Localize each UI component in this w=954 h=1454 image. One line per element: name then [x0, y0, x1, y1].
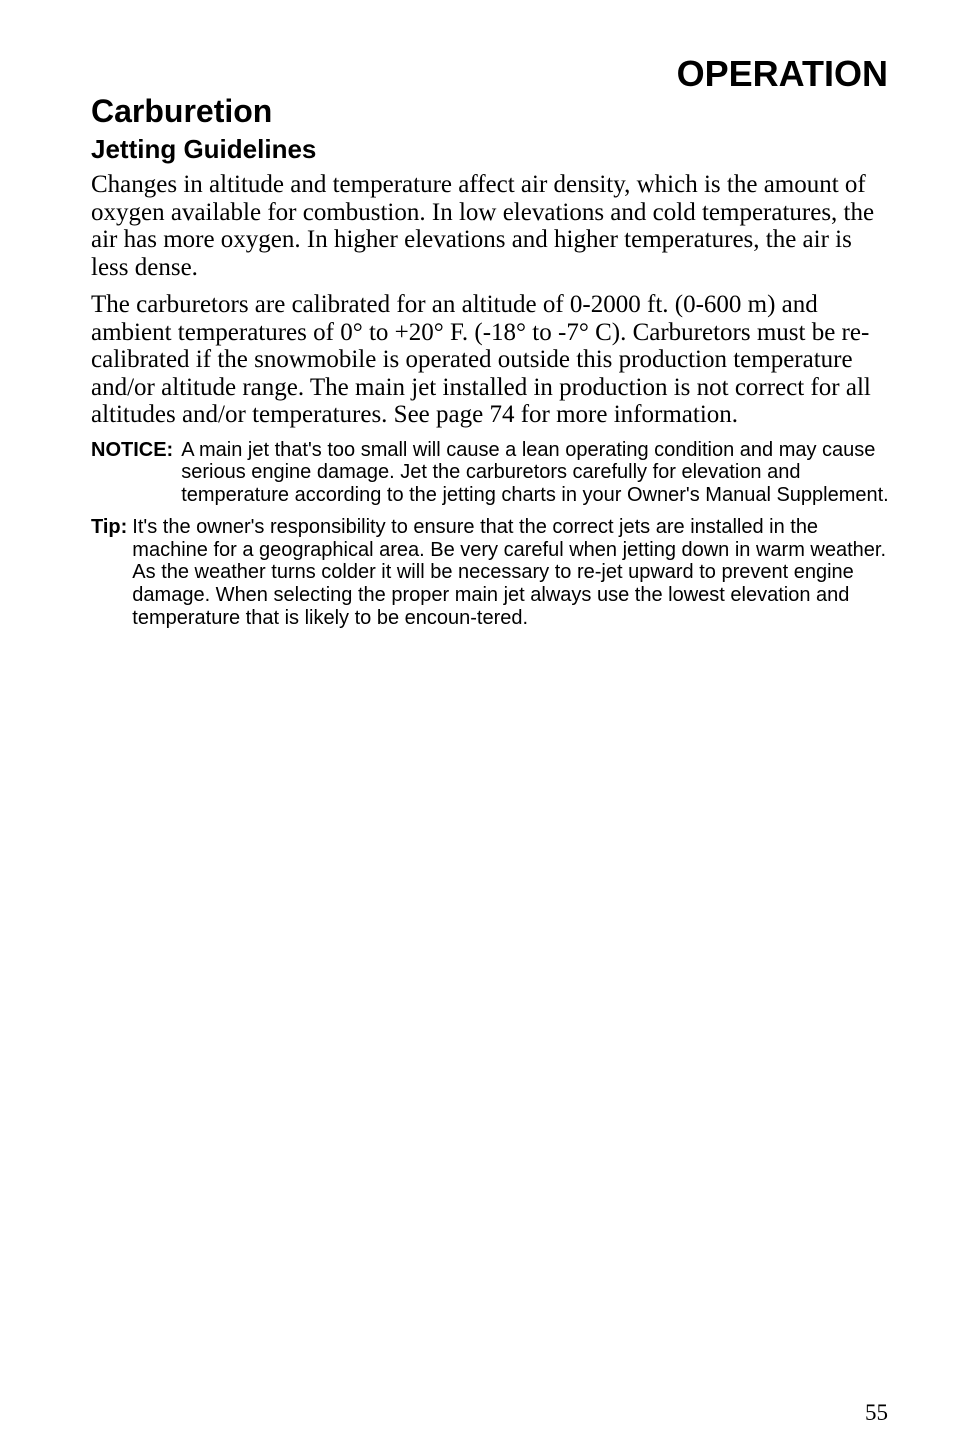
notice-text: A main jet that's too small will cause a lean operating condition and may cause serious engine damage. Jet the carburetors carefully for elevation and temperature according to the jetting charts in your Owner's Manual Supplement. [181, 438, 889, 506]
body-paragraph-air-density: Changes in altitude and temperature affect air density, which is the amount of oxygen available for combustion. In low elevations and cold temperatures, the air has more oxygen. In higher elevations and higher temperatures, the air is less dense. [91, 171, 875, 281]
section-label: OPERATION [676, 53, 888, 94]
page-subtitle: Jetting Guidelines [91, 134, 317, 164]
tip-label: Tip: [91, 516, 128, 539]
tip-block [91, 516, 891, 629]
body-paragraph-calibration: The carburetors are calibrated for an altitude of 0-2000 ft. (0-600 m) and ambient temperatures of 0° to +20° F. (-18° to -7° C). Carburetors must be re-calibrated if the snowmobile is operated outside this production temperature and/or altitude range. The main jet installed in production is not correct for all altitudes and/or temperatures. See page 74 for more information. [91, 291, 871, 428]
notice-block [91, 439, 891, 507]
page-number: 55 [865, 1400, 888, 1425]
page-title: Carburetion [91, 93, 273, 129]
tip-text: It's the owner's responsibility to ensure that the correct jets are installed in the machine for a geographical area. Be very careful when jetting down in warm weather. As the weather turns colder it will be necessary to re-jet upward to prevent engine damage. When selecting the proper main jet always use the lowest elevation and temperature that is likely to be encoun-tered. [132, 516, 887, 629]
notice-label: NOTICE: [91, 438, 174, 461]
page-content [91, 92, 891, 639]
